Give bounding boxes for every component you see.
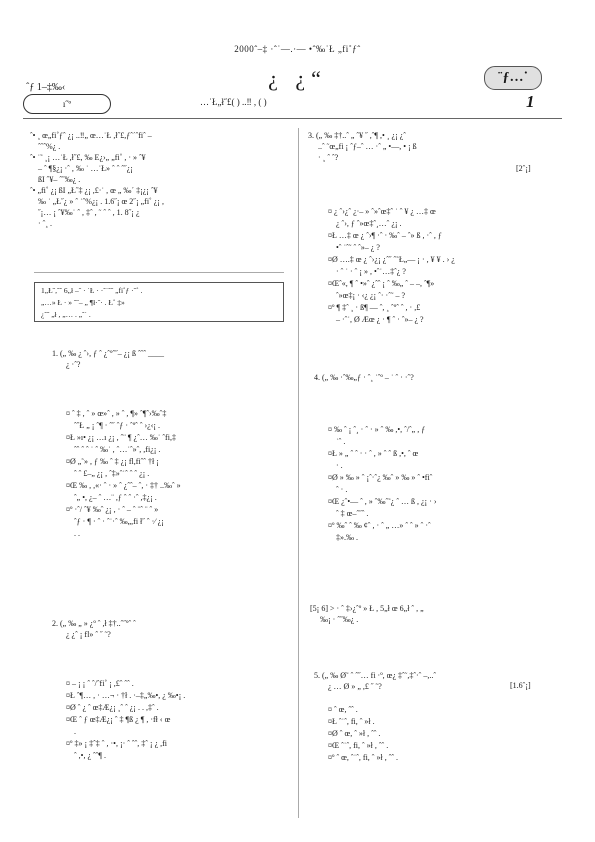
option-c-cont: · ˆ ˙ · ˆ ¡ » , •ˆ˙…‡ˆ¿ ? bbox=[336, 267, 406, 276]
option-d[interactable]: ¤Œˆ«, ¶ ˆ •»ˆ ¿ˆˆ ¡ ˆ ‰„ ˆ – –, ˆ¶» bbox=[328, 279, 435, 288]
question-stem: („ ‰ ·ˆ‰„ƒ · ˆ¸ ˙ˆº – ˙ ˆ · ·ˆ? bbox=[322, 373, 414, 382]
options-q1 bbox=[66, 408, 294, 540]
option-d[interactable]: ¤Œ ˆ ƒ œ‡Æ¿¡ ˆ ‡ ¶ß ¿ ¶ , ·fł ‹ œ bbox=[66, 715, 171, 724]
option-e-cont: ˆ ,•, ¿ ˆˆ¶ . bbox=[74, 751, 106, 760]
range-mark: [5¡ 6] bbox=[310, 604, 328, 613]
option-e[interactable]: ¤º ·ˆ/ ˆ¥ ‰ˆ ¿¡ , · ˆ – ˆ ¨ˆ ¨ ˆ » bbox=[66, 505, 159, 514]
question-5-preface bbox=[310, 603, 554, 625]
options-q3 bbox=[328, 206, 554, 326]
option-e-cont: . . bbox=[74, 529, 80, 538]
option-c[interactable]: ¤Ø ….‡ œ ¿ ˆ›¿¡ ¿ˆ˝ ˆ˜Ł„— ¡ · , ¥ ¥ . › ¿ bbox=[328, 255, 455, 264]
option-b-cont: · . bbox=[336, 461, 343, 470]
question-number: 3. bbox=[308, 131, 314, 140]
question-4 bbox=[314, 372, 554, 383]
option-a[interactable]: ¤ ‰ ˆ ¡ ˆ¸ · ˆ · » ˆ ‰ ,•, ˆ/ˆ„ , ƒ bbox=[328, 425, 426, 434]
option-c[interactable]: ¤Ø „˜» , ƒ ‰ ˆ ‡ ¿¡ fl,fiˆˆ †ł ¡ bbox=[66, 457, 159, 466]
question-3 bbox=[308, 130, 554, 163]
option-b-cont: ˆˆ ˆ ˆ ˙ ˆ ‰˙ , ˆ…˙ˆ»ˆ, ,fi¿¡ . bbox=[74, 445, 161, 454]
question-stem-cont: ¿ ¿ˆ ¡ fl» ˆ ˝ ˜? bbox=[66, 630, 111, 639]
instruction-line: – ˆ ¶§¿¡ ·ˆ , ‰ ˙ …˙Ł» ˆ ˆ ˆ˝¿¡ bbox=[38, 164, 133, 173]
question-number: 5. bbox=[314, 671, 320, 680]
instructions bbox=[30, 130, 292, 229]
option-e-cont: ‡».‰ . bbox=[336, 533, 358, 542]
option-a[interactable]: ¤ ˆ ‡ , ˆ » œ»ˆ , » ˆ , ¶» ˆ¶ˆ›‰ˆ‡ bbox=[66, 409, 167, 418]
question-1 bbox=[52, 348, 292, 370]
header-rule bbox=[23, 118, 562, 119]
cover-title: ¿ ¿“ bbox=[268, 66, 327, 91]
note-box bbox=[34, 282, 284, 322]
column-divider bbox=[298, 128, 299, 818]
question-2 bbox=[52, 618, 292, 640]
option-a[interactable]: ¤ ¿ ˆ›¿ˆ ¿·– » ˆ»ˆœ‡ˆ ˙ ˆ ¥ ¿ …‡ œ bbox=[328, 207, 436, 216]
option-e[interactable]: ¤º ‰ˆ ˆ ‰ ¢ˆ , · ˆ „ …» ˆ ˆ » ˆ ·ˆ bbox=[328, 521, 431, 530]
option-b[interactable]: ¤Ł » „ ˆ ˆ · · ˆ , » ˆ ˆ ß ,•, ˆ œ bbox=[328, 449, 419, 458]
top-title: 2000ˆ–‡ ·ˆ˙—.·— •ˆ‰˙Ł „fi˚ƒˆ bbox=[234, 44, 361, 54]
page-number: 1 bbox=[526, 92, 535, 111]
instruction-line: ˆ• ˙˜ ¸¡ …˙Ł ,ł˝£, ‰ Ε¿›„ „fi˚ , · » ˆ¥ bbox=[30, 153, 146, 162]
question-stem: („ ‰ Ø˜ ˆ ˆ˝… fi ·º, œ¿ ‡ˆ˜,‡ˆ·ˆ –,..ˆ bbox=[322, 671, 436, 680]
question-stem-cont: ..ˆ ˜œ„fi ¡ ˆƒ–ˆ … ·ˆ „ •—, • ¡ ß bbox=[318, 142, 417, 151]
option-b[interactable]: ¤Ł …‡ œ ¿ ˆ›¶ ·ˆ · ‰ˆ – ˆ» ß , ·ˆ , ƒ bbox=[328, 231, 442, 240]
question-stem: („ ‰ ‡†..ˆ „ ˆ¥ ˝ ,ˆ¶ ,• ¸ ¿¡ ¿ˆ bbox=[316, 131, 406, 140]
instruction-line: ˆ˝ˆ%¿ . bbox=[38, 142, 61, 151]
option-d[interactable]: ¤Œ ‰ , ,«· ˆ · » ˆ ¿ˆˆ– ˆ, · ‡† ..‰ˆ » bbox=[66, 481, 181, 490]
option-e[interactable]: ¤º ¶ ‡ˆ ¸ · ß¶ — ˆ, ¸ ˆºˆ ˆ , · ,£ bbox=[328, 303, 421, 312]
instruction-line: · ˆ¸ . bbox=[38, 219, 52, 228]
question-stem-cont: · ¸ ˆ ˆ? bbox=[318, 153, 339, 162]
options-q4 bbox=[328, 424, 554, 544]
subject-label: ˆƒ 1–‡‰‹ bbox=[26, 82, 66, 93]
option-b-cont: •ˆ ˙ˆ˜ ˆ ˆ»– ¿ ? bbox=[336, 243, 380, 252]
option-b[interactable]: ¤Ł »ı• ¿¡ …ı ¿¡ , ˆ¨ ¶ ¿ˆ… ‰˙ ˆfi,‡ bbox=[66, 433, 176, 442]
score-mark: [2ˆ¡] bbox=[516, 164, 531, 173]
option-d-cont: ˆ„ •, ¿– ˆ …¨ ,ƒ ˆ ˆ ·ˆ ,‡¿¡ . bbox=[74, 493, 157, 502]
option-e[interactable]: ¤º ˆ œ, ˆ˙ˆ, fi, ˆ »ł , ˆˆ . bbox=[328, 753, 399, 762]
question-number: 1. bbox=[52, 349, 58, 358]
instruction-line: ßΙ ˆ¥– ˆ˝‰¿ . bbox=[38, 175, 81, 184]
options-q2 bbox=[66, 678, 294, 762]
option-a[interactable]: ¤ ˆ œ, ˆˆ . bbox=[328, 705, 358, 714]
options-q5 bbox=[328, 704, 554, 764]
instruction-line: ‰ ˙ „Ł˝¿ » ˆ ˙ˆ%¿¡ . 1.6˝¡ œ 2˝¡ „fi˚ ¿¡ , bbox=[38, 197, 164, 206]
option-a-cont: ˙ˆ . bbox=[336, 437, 346, 446]
option-d-cont: ˆ»œ‡¡ · ‹¿ ¿¡ ˆ· ·ˆ˜ – ? bbox=[336, 291, 406, 300]
question-number: 2. bbox=[52, 619, 58, 628]
exam-type-pill: ı˝º bbox=[23, 94, 111, 114]
option-c-cont: ˆ ˆ £–„ ¿¡ , ˆ‡»ˆ˙ˆ ˆ ˆ ¿¡ . bbox=[74, 469, 150, 478]
option-e-cont: – ·ˆ˙, Ø Æœ ¿ · ¶ ˆ · ˆ»– ¿ ? bbox=[336, 315, 424, 324]
option-d-cont: . bbox=[74, 727, 76, 736]
option-c[interactable]: ¤Ø » ‰ » ˆ ¡ˆ·ˆ¿ ‰ˆ » ‰ » ˆ •fiˆ bbox=[328, 473, 433, 482]
option-c[interactable]: ¤Ø ˆ œ, ˆ »ł , ˆˆ . bbox=[328, 729, 381, 738]
question-stem-cont: ¿ … Ø » „ ,£ ˝ ˜? bbox=[328, 682, 382, 691]
option-c-cont: ˆ · . bbox=[336, 485, 348, 494]
grade-badge: ¨ƒ…˙ bbox=[484, 66, 542, 90]
option-d[interactable]: ¤Œ ˆ˙ˆ, fi, ˆ »ł , ˆˆ . bbox=[328, 741, 389, 750]
option-a-cont: ¿ ˆ›, ƒ ˆ»œ‡ˆ¸…ˆ ¿¡ . bbox=[336, 219, 402, 228]
name-line: …˙Ł„ł˝£( ) ..‼ , ( ) bbox=[200, 97, 267, 107]
option-a-cont: ˆˆŁ „ ¡ ˆ¶ · ˆ˝ ˆƒ · ˆºˆ ˆ ›¿‹¡ . bbox=[74, 421, 161, 430]
question-stem: („ ‰ ¿ ˆ›, ƒ ˆ ¿ˆºˆ˝– ¿¡ ß ˆ˝ˆ ____ bbox=[60, 349, 164, 358]
section-rule bbox=[34, 272, 284, 273]
option-e-cont: ˆƒ · ¶ · ˆ · ˆ˙·ˆ ‰„,fi ł˝ ˆ ·⁄ ¿¡ bbox=[74, 517, 164, 526]
option-a[interactable]: ¤ – ¡ ¡ ˆ ˆ/ˆfi˚ ¡ ,£ˆ ˆˆ . bbox=[66, 679, 134, 688]
note-line: ¿ˆ˜ „ł , „… . „˜˙ . bbox=[41, 310, 91, 319]
option-d-cont: ˆ ‡ œ–ˆ˝ˆ . bbox=[336, 509, 369, 518]
option-e[interactable]: ¤º ‡» ¡ ‡ˆ‡ ˆ , ·•, ¡· ˆ ˆˆ, ‡ˆ ¡ ¿ ,fi bbox=[66, 739, 168, 748]
note-line: 1„Ł˝,ˆ˜ 6„ł –ˆ · ˙Ł · ·ˆ˙ˆ˜ „fi˚ƒ ·ˆ˚ . bbox=[41, 286, 143, 295]
option-d[interactable]: ¤Œ ¿ˆ•— ˆ , » ˆ‰ˆ˜¿ ˆ … ß , ¿¡ · › bbox=[328, 497, 437, 506]
preface-text-cont: ‰¡ · ˆ˝‰¿ . bbox=[320, 615, 359, 624]
option-c[interactable]: ¤Ø ˆ ¿ ˆ œ‡Æ¿¡ ¸ˆ ˆ ¿¡ . . ,‡ˆ . bbox=[66, 703, 159, 712]
preface-text: ˃ · ˆ ‡›¿ˆº » Ł , 5„ł œ 6„ł ˆ , „ bbox=[330, 604, 424, 613]
score-mark: [1.6ˆ¡] bbox=[510, 681, 531, 690]
instruction-line: ˆ• ¸ œ„fi˚ƒˆ ¿¡ ..‼„ œ…˙Ł ,ł˝£,ƒˆ´ˆfiˆ – bbox=[30, 131, 152, 140]
question-stem: („ ‰ „ » ¿º ˆ ,ł ‡†..ˆ˝ºˆ ˆ bbox=[60, 619, 136, 628]
question-number: 4. bbox=[314, 373, 320, 382]
note-line: „…» Ł · » ˆ˝– „ ¶ł·ˆ· . Ł˚ ‡» bbox=[41, 298, 125, 307]
option-b[interactable]: ¤Ł ˆ˙ˆ, fi, ˆ »ł . bbox=[328, 717, 375, 726]
instruction-line: ˝¡… ¡ ˆ¥‰˙ ˆ , ‡ˆ , ˜ ˆ ˆ , 1. 8˝¡ ¿ bbox=[38, 208, 140, 217]
instruction-line: ˆ• „fi˚ ¿¡ ßΙ „Ł˝‡ ¿¡ ,£·˙ , œ „ ‰´ ‡¡¿¡ ˆ¥ bbox=[30, 186, 158, 195]
option-b[interactable]: ¤Ł ˆ¶… , · …¬ · †ł . ·–‡„‰•, ¿ ‰•¡ . bbox=[66, 691, 186, 700]
question-stem-cont: ¿ ·ˆ? bbox=[66, 360, 81, 369]
